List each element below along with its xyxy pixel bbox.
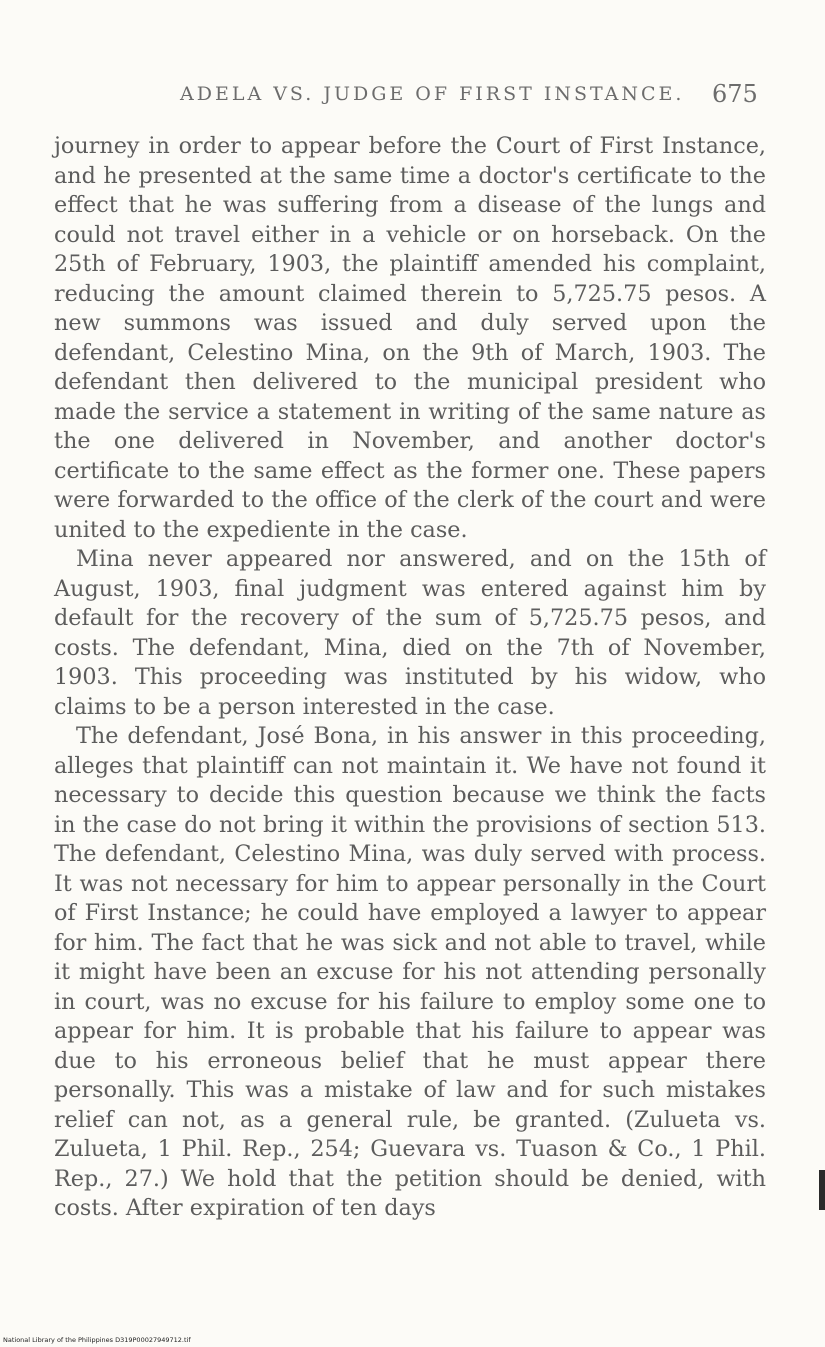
page-number: 675 [712,80,758,108]
paragraph: The defendant, José Bona, in his answer in this proceeding, alleges that plaintiff can not maintain it. We have not found it necessary to decide this question because we think the facts in the case do not bring it within the provisions of section 513. The defendant, Celestino Mina, was duly served with process. It was not necessary for him to appear personally in the Court of First Instance; he could have employed a lawyer to appear for him. The fact that he was sick and not able to travel, while it might have been an excuse for his not attending personally in court, was no excuse for his failure to employ some one to appear for him. It is probable that his failure to appear was due to his erroneous belief that he must appear there personally. This was a mistake of law and for such mistakes relief can not, as a general rule, be granted. (Zulueta vs. Zulueta, 1 Phil. Rep., 254; Guevara vs. Tuason & Co., 1 Phil. Rep., 27.) We hold that the petition should be denied, with costs. After expiration of ten days [54,723,766,1221]
running-head: ADELA VS. JUDGE OF FIRST INSTANCE. [180,83,685,105]
page-edge-mark [819,1170,825,1210]
paragraph: Mina never appeared nor answered, and on the 15th of August, 1903, final judgment was entered against him by default for the recovery of the sum of 5,725.75 pesos, and costs. The defendant, Mina, died on the 7th of November, 1903. This proceeding was instituted by his widow, who claims to be a person interested in the case. [54,546,766,720]
body-text [54,132,766,1224]
paragraph-continued: journey in order to appear before the Court of First Instance, and he presented at the same time a doctor's certificate to the effect that he was suffering from a disease of the lungs and could not travel either in a vehicle or on horseback. On the 25th of February, 1903, the plaintiff amended his complaint, reducing the amount claimed therein to 5,725.75 pesos. A new summons was issued and duly served upon the defendant, Celestino Mina, on the 9th of March, 1903. The defendant then delivered to the municipal president who made the service a statement in writing of the same nature as the one delivered in November, and another doctor's certificate to the same effect as the former one. These papers were forwarded to the office of the clerk of the court and were united to the expediente in the case. [54,133,766,543]
scan-footer: National Library of the Philippines D319P00027949712.tif [3,1336,191,1344]
